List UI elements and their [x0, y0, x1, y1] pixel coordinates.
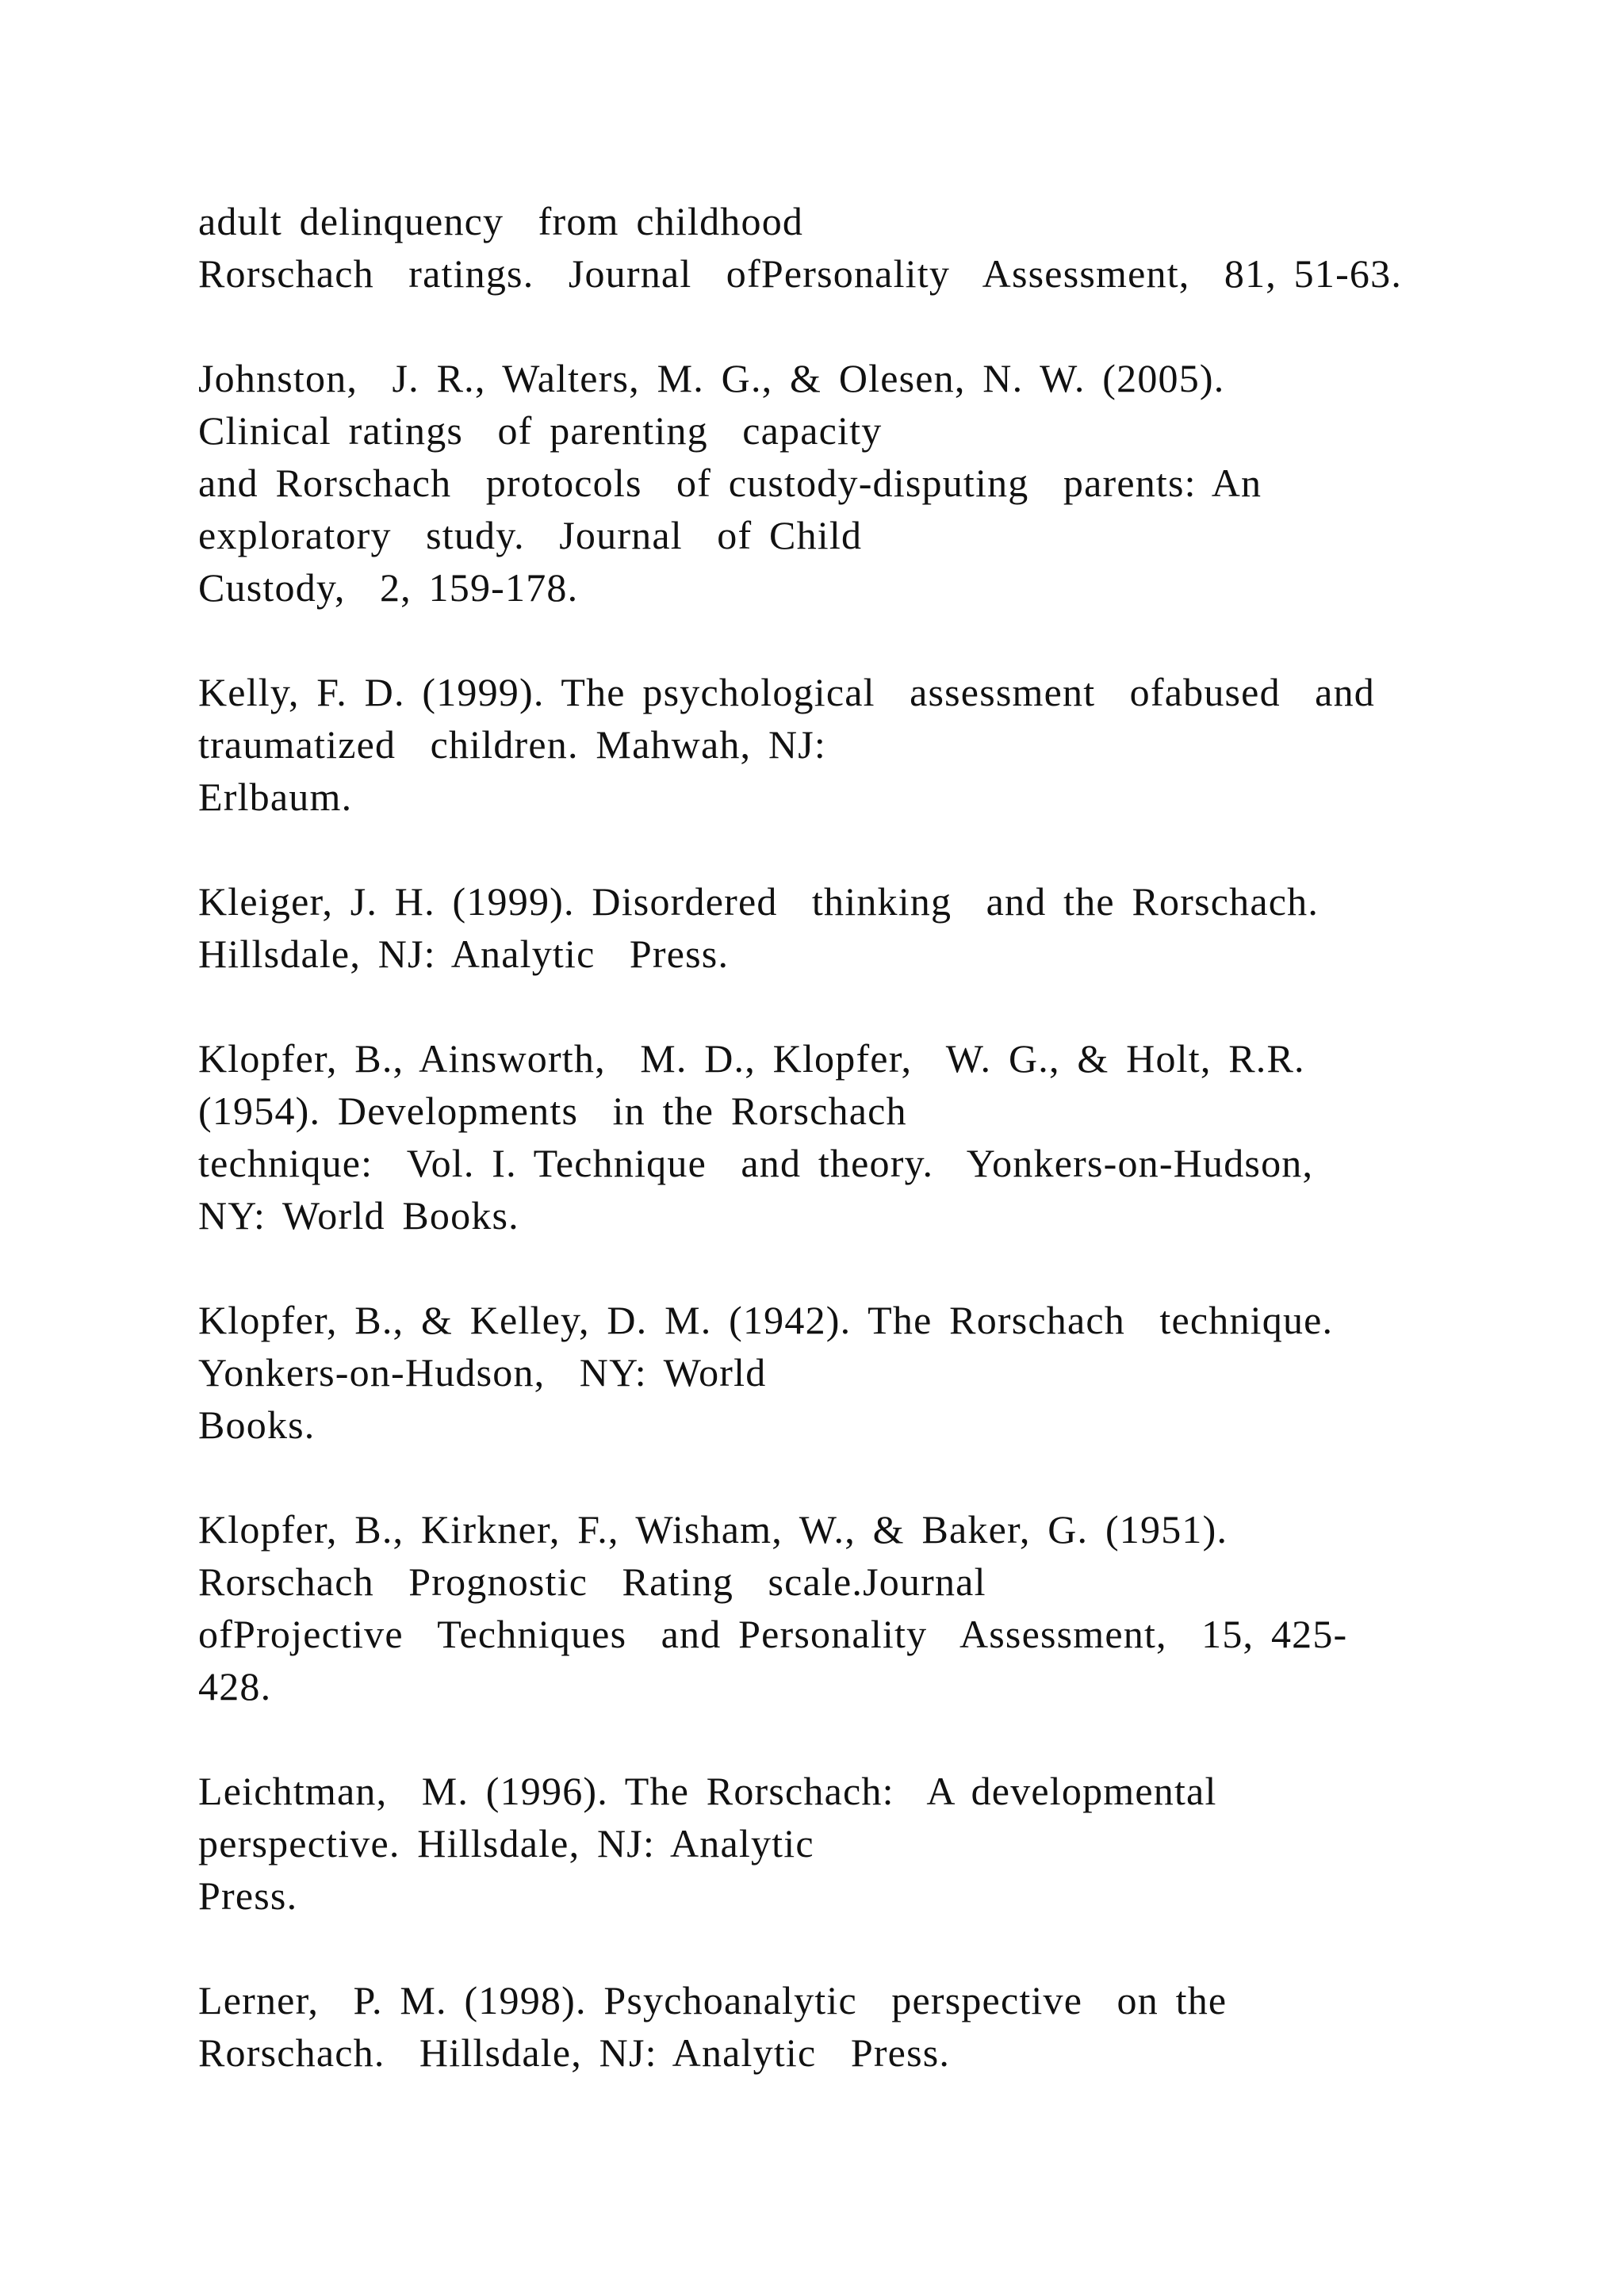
reference-list	[198, 195, 1546, 2131]
reference-entry	[198, 1294, 1546, 1451]
reference-line: Yonkers-on-Hudson, NY: World	[198, 1350, 767, 1395]
reference-line: traumatized children. Mahwah, NJ:	[198, 722, 827, 767]
reference-line: Rorschach. Hillsdale, NJ: Analytic Press.	[198, 2030, 951, 2075]
reference-line: technique: Vol. I. Technique and theory. Yonkers-on-Hudson,	[198, 1141, 1314, 1185]
reference-entry	[198, 875, 1546, 980]
reference-entry	[198, 1974, 1546, 2079]
reference-line: Kleiger, J. H. (1999). Disordered thinking and the Rorschach.	[198, 879, 1320, 924]
reference-line: Press.	[198, 1873, 298, 1918]
reference-line: Klopfer, B., Kirkner, F., Wisham, W., & Baker, G. (1951).	[198, 1507, 1228, 1552]
reference-line: adult delinquency from childhood	[198, 199, 804, 243]
reference-line: Books.	[198, 1402, 316, 1447]
reference-line: Klopfer, B., & Kelley, D. M. (1942). The Rorschach technique.	[198, 1298, 1334, 1342]
reference-line: Rorschach Prognostic Rating scale.Journal	[198, 1559, 986, 1604]
reference-entry	[198, 1032, 1546, 1242]
reference-line: Johnston, J. R., Walters, M. G., & Olesen, N. W. (2005).	[198, 356, 1225, 400]
reference-entry	[198, 1765, 1546, 1922]
reference-line: (1954). Developments in the Rorschach	[198, 1089, 907, 1133]
reference-line: perspective. Hillsdale, NJ: Analytic	[198, 1821, 814, 1866]
reference-line: and Rorschach protocols of custody-disputing parents: An	[198, 461, 1262, 505]
reference-entry	[198, 1503, 1546, 1712]
reference-line: Clinical ratings of parenting capacity	[198, 408, 883, 453]
reference-line: Erlbaum.	[198, 775, 353, 819]
reference-entry	[198, 195, 1546, 300]
reference-line: Lerner, P. M. (1998). Psychoanalytic perspective on the	[198, 1978, 1228, 2022]
reference-entry	[198, 352, 1546, 614]
reference-line: Leichtman, M. (1996). The Rorschach: A developmental	[198, 1769, 1217, 1813]
reference-line: Custody, 2, 159-178.	[198, 565, 579, 610]
reference-line: 428.	[198, 1664, 272, 1709]
reference-line: Klopfer, B., Ainsworth, M. D., Klopfer, W. G., & Holt, R.R.	[198, 1036, 1305, 1081]
reference-line: ofProjective Techniques and Personality Assessment, 15, 425-	[198, 1612, 1348, 1656]
reference-line: Kelly, F. D. (1999). The psychological assessment ofabused and	[198, 670, 1375, 714]
reference-entry	[198, 666, 1546, 823]
reference-line: exploratory study. Journal of Child	[198, 513, 863, 557]
reference-line: Hillsdale, NJ: Analytic Press.	[198, 932, 730, 976]
reference-line: NY: World Books.	[198, 1193, 519, 1238]
reference-line: Rorschach ratings. Journal ofPersonality Assessment, 81, 51-63.	[198, 251, 1403, 296]
